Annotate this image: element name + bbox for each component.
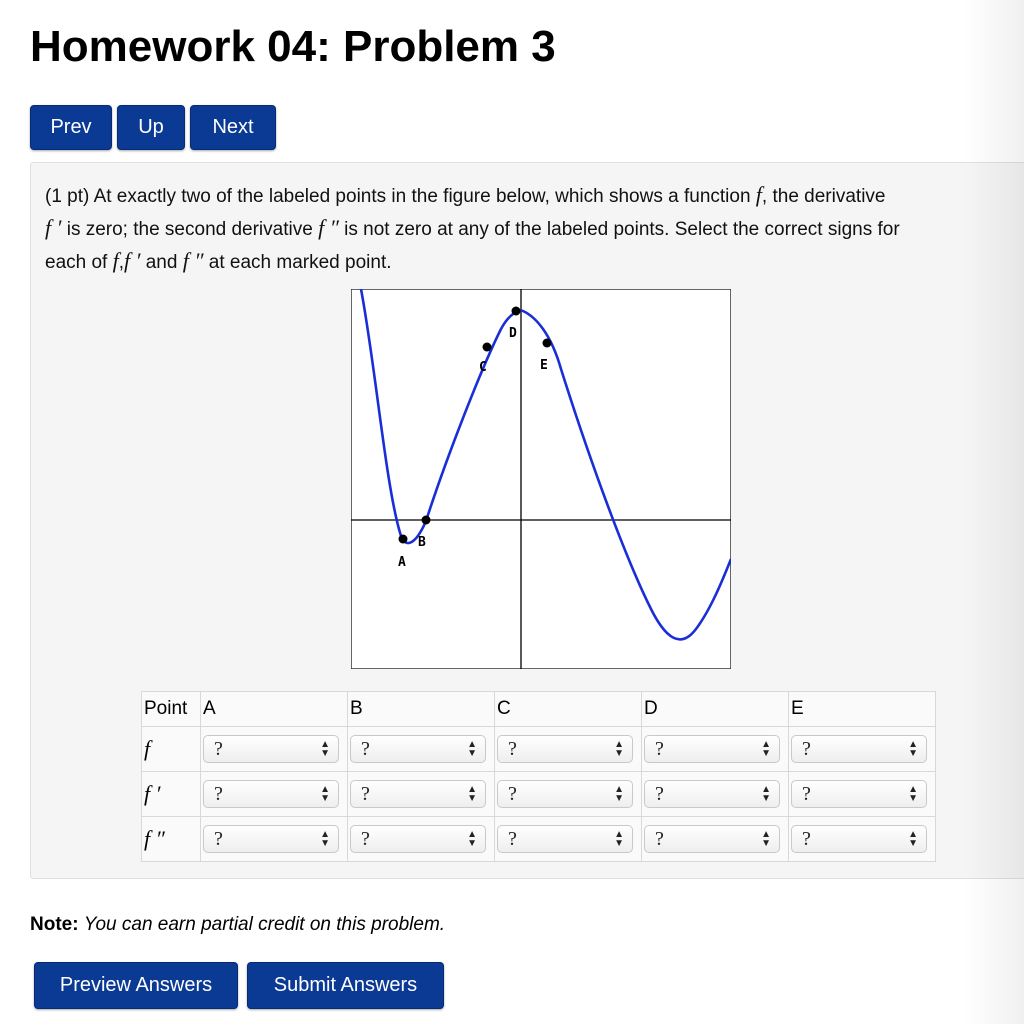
point-A-label: A [398, 555, 406, 570]
header-b: B [348, 692, 495, 727]
select-f-a[interactable] [203, 735, 339, 763]
select-value: ? [508, 782, 517, 805]
select-f-c[interactable] [497, 735, 633, 763]
function-graph [351, 289, 731, 669]
math-f: f [755, 182, 762, 207]
select-value: ? [802, 737, 811, 760]
math-f-2: f [112, 248, 119, 273]
select-value: ? [655, 782, 664, 805]
point-C-label: C [479, 360, 487, 375]
select-value: ? [802, 782, 811, 805]
chevron-updown-icon: ▲ ▼ [467, 784, 477, 804]
select-fp-a[interactable] [203, 780, 339, 808]
point-B-label: B [418, 535, 426, 550]
math-f-prime-2: f ′ [124, 248, 141, 273]
chevron-updown-icon: ▲ ▼ [614, 829, 624, 849]
chevron-updown-icon: ▲ ▼ [908, 829, 918, 849]
chevron-updown-icon: ▲ ▼ [320, 784, 330, 804]
select-value: ? [361, 827, 370, 850]
select-fpp-a[interactable] [203, 825, 339, 853]
math-f-double-prime-2: f ″ [182, 248, 204, 273]
page-title: Homework 04: Problem 3 [30, 22, 556, 71]
chevron-updown-icon: ▲ ▼ [467, 739, 477, 759]
select-value: ? [508, 827, 517, 850]
select-fpp-e[interactable] [791, 825, 927, 853]
table-row-f [142, 727, 936, 772]
select-value: ? [361, 737, 370, 760]
prev-button[interactable]: Prev [30, 105, 112, 150]
chevron-updown-icon: ▲ ▼ [614, 739, 624, 759]
select-f-d[interactable] [644, 735, 780, 763]
partial-credit-note [30, 914, 445, 936]
row-label-f: f [144, 736, 151, 761]
point-D-label: D [509, 326, 517, 341]
chevron-updown-icon: ▲ ▼ [761, 784, 771, 804]
select-fpp-d[interactable] [644, 825, 780, 853]
note-text: You can earn partial credit on this problem. [83, 914, 446, 935]
chevron-updown-icon: ▲ ▼ [908, 784, 918, 804]
chevron-updown-icon: ▲ ▼ [761, 739, 771, 759]
problem-statement: (1 pt) At exactly two of the labeled points in the figure below, which shows a function f, the derivative f ′ is zero; the second derivative f ″ is not zero at any of the labeled points. Select the correct signs for each of f,f ′ and f ″ at each marked point. [45, 182, 900, 273]
chevron-updown-icon: ▲ ▼ [320, 739, 330, 759]
select-f-e[interactable] [791, 735, 927, 763]
header-d: D [642, 692, 789, 727]
problem-text-6: and [145, 252, 178, 273]
table-row-f-double-prime [142, 817, 936, 862]
submit-answers-button[interactable]: Submit Answers [247, 962, 444, 1009]
problem-panel [30, 162, 1024, 879]
preview-answers-button[interactable]: Preview Answers [34, 962, 238, 1009]
header-point: Point [142, 692, 201, 727]
select-fpp-b[interactable] [350, 825, 486, 853]
up-button[interactable]: Up [117, 105, 185, 150]
problem-text-4: is not zero at any of the labeled points. Select the correct signs for [344, 219, 900, 240]
select-value: ? [214, 782, 223, 805]
select-fpp-c[interactable] [497, 825, 633, 853]
select-value: ? [655, 827, 664, 850]
math-f-double-prime: f ″ [318, 215, 339, 240]
table-row-f-prime [142, 772, 936, 817]
select-value: ? [802, 827, 811, 850]
problem-text-7: at each marked point. [208, 252, 392, 273]
chevron-updown-icon: ▲ ▼ [467, 829, 477, 849]
header-e: E [789, 692, 936, 727]
header-c: C [495, 692, 642, 727]
select-fp-e[interactable] [791, 780, 927, 808]
math-f-prime: f ′ [45, 215, 62, 240]
chevron-updown-icon: ▲ ▼ [908, 739, 918, 759]
chevron-updown-icon: ▲ ▼ [761, 829, 771, 849]
problem-text-2: , the derivative [761, 186, 886, 207]
select-value: ? [214, 737, 223, 760]
table-header-row [142, 692, 936, 727]
point-E-label: E [540, 358, 548, 373]
row-label-f-prime: f ′ [144, 781, 161, 806]
problem-text-3: is zero; the second derivative [66, 219, 313, 240]
note-label: Note: [30, 914, 79, 935]
signs-table [141, 691, 936, 862]
header-a: A [201, 692, 348, 727]
chevron-updown-icon: ▲ ▼ [320, 829, 330, 849]
row-label-f-double-prime: f ″ [144, 826, 165, 851]
select-fp-c[interactable] [497, 780, 633, 808]
graph-frame [351, 289, 731, 669]
select-value: ? [508, 737, 517, 760]
select-value: ? [655, 737, 664, 760]
problem-text-5: each of [45, 252, 108, 273]
problem-text-1: (1 pt) At exactly two of the labeled points in the figure below, which shows a function [45, 186, 751, 207]
select-fp-b[interactable] [350, 780, 486, 808]
select-value: ? [214, 827, 223, 850]
select-f-b[interactable] [350, 735, 486, 763]
select-value: ? [361, 782, 370, 805]
select-fp-d[interactable] [644, 780, 780, 808]
chevron-updown-icon: ▲ ▼ [614, 784, 624, 804]
next-button[interactable]: Next [190, 105, 276, 150]
